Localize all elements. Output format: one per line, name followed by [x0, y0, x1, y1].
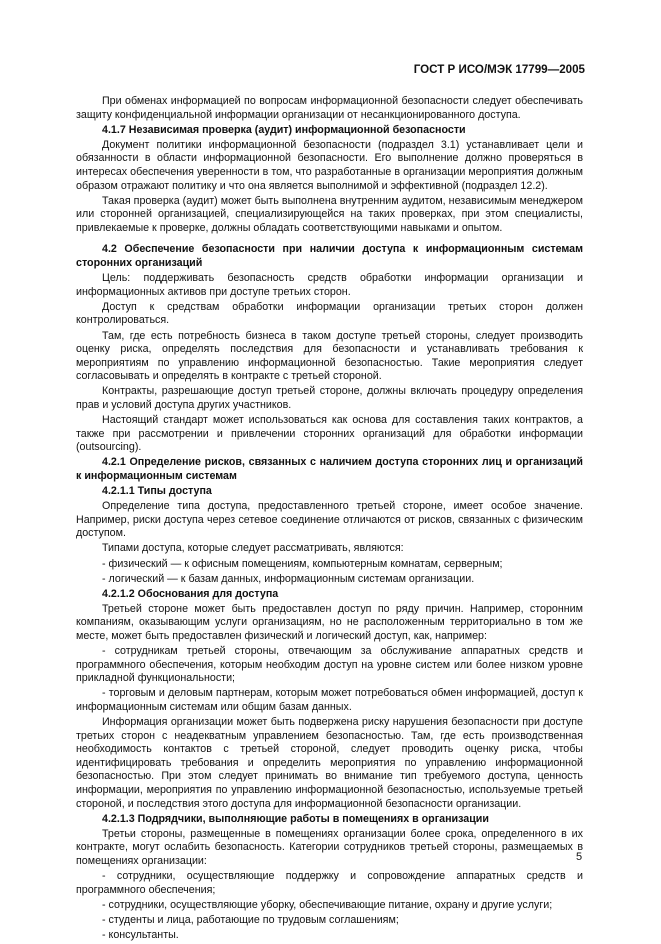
body-paragraph: - логический — к базам данных, информационным системам организации. — [102, 572, 475, 585]
section-heading: 4.2 Обеспечение безопасности при наличии доступа к информационным системам сторонних организаций — [76, 243, 583, 270]
section-heading: 4.2.1.1 Типы доступа — [102, 485, 212, 498]
body-paragraph: Настоящий стандарт может использоваться как основа для составления таких контрактов, а также при рассмотрении и привлечении сторонних организаций для обработки информации (outsourcing). — [76, 414, 583, 454]
section-heading: 4.2.1.3 Подрядчики, выполняющие работы в помещениях в организации — [102, 812, 489, 825]
body-paragraph: - физический — к офисным помещениям, компьютерным комнатам, серверным; — [102, 557, 503, 570]
body-paragraph: Типами доступа, которые следует рассматривать, являются: — [102, 542, 404, 555]
body-paragraph: Информация организации может быть подвержена риску нарушения безопасности при доступе третьих сторон с неадекватным управлением безопасностью. Там, где есть производственная необходимость контактов с третьей стороной, следует проводить оценку риска, чтобы идентифицировать требования и определить мероприятия по управлению информационной безопасностью. При этом следует принимать во внимание тип требуемого доступа, ценность информации, мероприятия по управлению информационной безопасностью, используемые третьей стороной, и последствия этого доступа для информационной безопасности организации. — [76, 716, 583, 810]
body-paragraph: - сотрудники, осуществляющие поддержку и сопровождение аппаратных средств и программного обеспечения; — [76, 870, 583, 896]
body-paragraph: Третьей стороне может быть предоставлен доступ по ряду причин. Например, сторонним компаниям, оказывающим услуги организациям, но не расположенным территориально в том же месте, может быть предоставлен физический и логический доступ, как, например: — [76, 602, 583, 642]
body-paragraph: Там, где есть потребность бизнеса в таком доступе третьей стороны, следует производить оценку риска, определять последствия для безопасности и устанавливать требования к мероприятиям по управлению информационной безопасностью. Такие мероприятия следует согласовывать и определять в контракте с третьей стороной. — [76, 329, 583, 383]
body-paragraph: Третьи стороны, размещенные в помещениях организации более срока, определенного в их контракте, могут ослабить безопасность. Категории сотрудников третьей стороны, размещаемых в помещениях организации: — [76, 827, 583, 867]
document-body — [76, 95, 583, 944]
section-heading: 4.2.1 Определение рисков, связанных с наличием доступа сторонних лиц и организаций к информационным системам — [76, 456, 583, 482]
body-paragraph: - студенты и лица, работающие по трудовым соглашениям; — [102, 913, 399, 926]
body-paragraph: Документ политики информационной безопасности (подраздел 3.1) устанавливает цели и обязанности в области информационной безопасности. Его выполнение должно проверяться в интересах обеспечения уверенности в том, что разработанные в организации мероприятия должным образом отражают политику и что она является выполнимой и эффективной (подраздел 12.2). — [76, 138, 583, 192]
body-paragraph: - консультанты. — [102, 928, 179, 941]
section-heading: 4.1.7 Независимая проверка (аудит) информационной безопасности — [102, 123, 466, 136]
body-paragraph: - сотрудникам третьей стороны, отвечающим за обслуживание аппаратных средств и программного обеспечения, которым необходим доступ на уровне систем или более низком уровне прикладной функциональности; — [76, 645, 583, 685]
body-paragraph: При обменах информацией по вопросам информационной безопасности следует обеспечивать защиту конфиденциальной информации организации от несанкционированного доступа. — [76, 95, 583, 121]
page-number: 5 — [576, 851, 583, 863]
body-paragraph: Определение типа доступа, предоставленного третьей стороне, имеет особое значение. Например, риски доступа через сетевое соединение отличаются от рисков, связанных с физическим доступом. — [76, 500, 583, 540]
body-paragraph: Контракты, разрешающие доступ третьей стороне, должны включать процедуру определения прав и условий доступа других участников. — [76, 385, 583, 411]
body-paragraph: Такая проверка (аудит) может быть выполнена внутренним аудитом, независимым менеджером или сторонней организацией, специализирующейся на таких проверках, при этом специалисты, привлекаемые к проверке, должны обладать соответствующими навыками и опытом. — [76, 194, 583, 234]
body-paragraph: - торговым и деловым партнерам, которым может потребоваться обмен информацией, доступ к информационным системам или общим базам данных. — [76, 687, 583, 713]
document-header: ГОСТ Р ИСО/МЭК 17799—2005 — [413, 63, 585, 76]
section-heading: 4.2.1.2 Обоснования для доступа — [102, 587, 279, 600]
body-paragraph: Цель: поддерживать безопасность средств обработки информации организации и информационных активов при доступе третьих сторон. — [76, 272, 583, 298]
body-paragraph: - сотрудники, осуществляющие уборку, обеспечивающие питание, охрану и другие услуги; — [102, 898, 553, 911]
body-paragraph: Доступ к средствам обработки информации организации третьих сторон должен контролироваться. — [76, 300, 583, 327]
